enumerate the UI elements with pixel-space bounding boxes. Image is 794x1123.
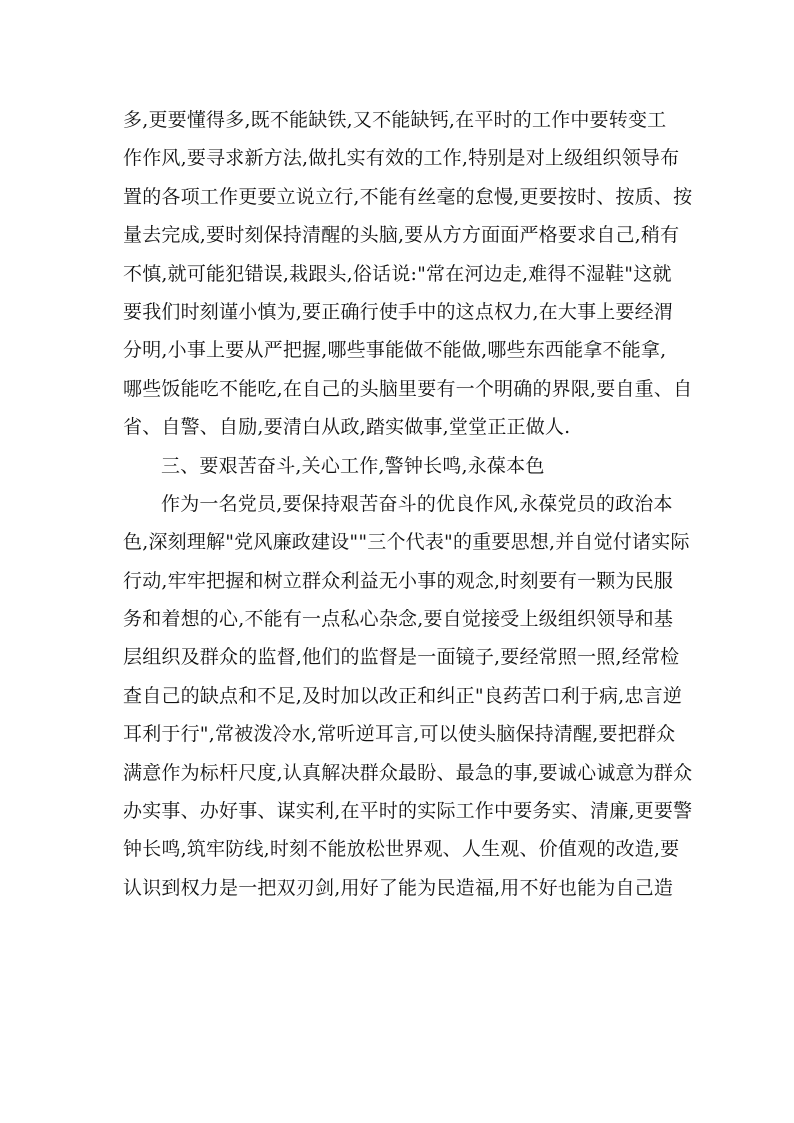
text-line: 分明,小事上要从严把握,哪些事能做不能做,哪些东西能拿不能拿,: [123, 339, 667, 362]
section-heading: 三、要艰苦奋斗,关心工作,警钟长鸣,永葆本色: [161, 454, 545, 477]
text-line: 作作风,要寻求新方法,做扎实有效的工作,特别是对上级组织领导布: [123, 147, 680, 170]
text-line: 满意作为标杆尺度,认真解决群众最盼、最急的事,要诚心诚意为群众: [123, 761, 693, 784]
text-line: 层组织及群众的监督,他们的监督是一面镜子,要经常照一照,经常检: [123, 646, 680, 669]
text-line: 钟长鸣,筑牢防线,时刻不能放松世界观、人生观、价值观的改造,要: [123, 838, 680, 861]
body-text: [123, 101, 698, 907]
text-line: 查自己的缺点和不足,及时加以改正和纠正"良药苦口利于病,忠言逆: [123, 684, 683, 707]
text-line: 多,更要懂得多,既不能缺铁,又不能缺钙,在平时的工作中要转变工: [123, 109, 667, 131]
text-line: 作为一名党员,要保持艰苦奋斗的优良作风,永葆党员的政治本: [161, 492, 673, 515]
text-line: 耳利于行",常被泼冷水,常听逆耳言,可以使头脑保持清醒,要把群众: [123, 723, 676, 746]
text-line: 行动,牢牢把握和树立群众利益无小事的观念,时刻要有一颗为民服: [123, 569, 674, 592]
text-line: 认识到权力是一把双刃剑,用好了能为民造福,用不好也能为自己造: [123, 876, 674, 899]
text-line: 不慎,就可能犯错误,栽跟头,俗话说:"常在河边走,难得不湿鞋"这就: [123, 262, 672, 285]
text-line: 量去完成,要时刻保持清醒的头脑,要从方方面面严格要求自己,稍有: [123, 224, 680, 247]
text-line: 要我们时刻谨小慎为,要正确行使手中的这点权力,在大事上要经渭: [123, 300, 674, 323]
text-line: 务和着想的心,不能有一点私心杂念,要自觉接受上级组织领导和基: [123, 608, 674, 631]
text-line: 置的各项工作更要立说立行,不能有丝毫的怠慢,更要按时、按质、按: [123, 185, 693, 208]
text-line: 哪些饭能吃不能吃,在自己的头脑里要有一个明确的界限,要自重、自: [123, 377, 693, 400]
text-line: 办实事、办好事、谋实利,在平时的实际工作中要务实、清廉,更要警: [123, 800, 693, 823]
text-line: 省、自警、自励,要清白从政,踏实做事,堂堂正正做人.: [123, 416, 571, 439]
text-line: 色,深刻理解"党风廉政建设""三个代表"的重要思想,并自觉付诸实际: [123, 531, 690, 554]
